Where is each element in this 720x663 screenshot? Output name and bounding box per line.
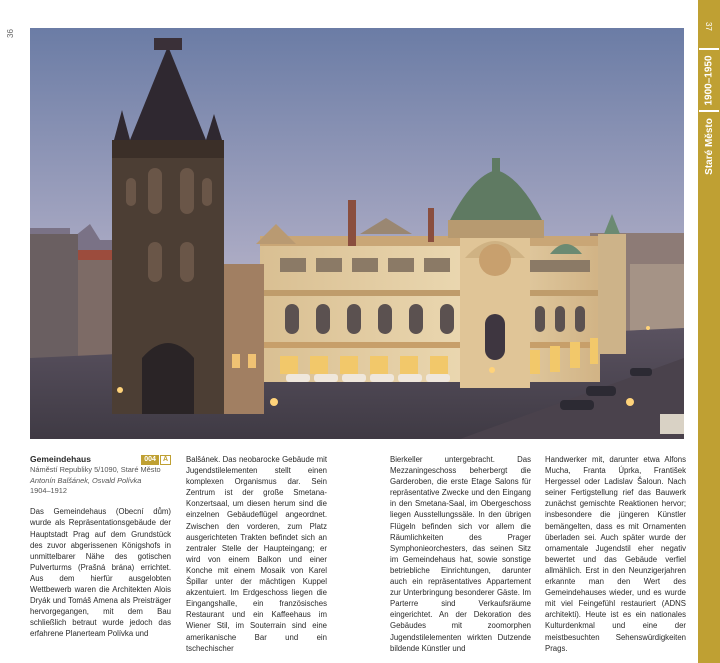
text-column-2: [186, 454, 327, 654]
entry-number: 004: [141, 455, 159, 465]
entry-architects: Antonín Balšánek, Osvald Polívka: [30, 475, 142, 485]
entry-address: Náměstí Republiky 5/1090, Staré Město: [30, 465, 161, 475]
text-column-3: [390, 454, 531, 654]
entry-title: Gemeindehaus: [30, 454, 91, 464]
body-paragraph-1: Das Gemeindehaus (Obecní dům) wurde als Repräsentationsgebäude der Hauptstadt Prag auf dem Grundstück des zuvor abgerissenen Königshofs in unmittelbarer Nähe des gotischen Pulverturms (Prašná brána) errichtet. Aus dem hierfür ausgelobten Wettbewerb waren die Architekten Alois Dryák und Tomáš Amena als Preisträger hervorgegangen, mit dem Bau schließlich betraut wurde jedoch das erfahrene Planerteam Polívka und: [30, 507, 171, 639]
body-paragraph-2: Balšánek. Das neobarocke Gebäude mit Jugendstilelementen stellt einen komplexen Organismus dar. Sein Zentrum ist der große Smetana-Konzertsaal, um diesen herum sind die einzelnen Gebäudeflügel angeordnet. Zwischen den vorderen, zum Platz ausgerichteten Trakten befindet sich an zentraler Stelle der Haupteingang; er wird von einem Balkon und einer Konche mit einem Mosaik von Karel Špillar unter der mächtigen Kuppel akzentuiert. Im Erdgeschoss liegen die Eingangshalle, ein französisches Restaurant und ein Kaffeehaus im Wiener Stil, im Souterrain sind eine amerikanische Bar und ein tschechischer: [186, 455, 327, 653]
entry-heading: [30, 454, 171, 465]
map-grid-ref: A: [160, 455, 171, 465]
text-column-4: [545, 454, 686, 654]
tab-divider: [699, 48, 719, 50]
entry-years: 1904–1912: [30, 485, 67, 495]
tab-years: 1900–1950: [703, 54, 715, 106]
section-tab: [698, 0, 720, 663]
tab-divider: [699, 110, 719, 112]
text-column-1: [30, 454, 171, 639]
page-number-left: 36: [6, 29, 15, 38]
page-number-right: 37: [703, 22, 713, 31]
entry-badge: [141, 455, 171, 465]
body-paragraph-3: Bierkeller untergebracht. Das Mezzaningeschoss beherbergt die Garderoben, die erste Etage Salons für repräsentative Zwecke und den Eingang in den Smetana-Saal, im Obergeschoss liegen Ausstellungssäle. In den übrigen Flügeln befinden sich vor allem die Räumlichkeiten des Prager Symphonieorchesters, das seinen Sitz im Gemeindehaus hat, sowie sonstige betriebliche Einrichtungen, darunter auch ein repräsentatives Appartement zur Unterbringung besonderer Gäste. Im Parterre sind Verkaufsräume eingerichtet. An der Dekoration des Gebäudes mit zoomorphen Jugendstilelementen wirkten Dutzende bildende Künstler und: [390, 455, 531, 653]
municipal-house-photo: [30, 28, 684, 439]
tab-district: Staré Město: [703, 117, 715, 175]
body-paragraph-4: Handwerker mit, darunter etwa Alfons Mucha, Franta Úprka, František Hergessel oder Ladislav Šaloun. Nach seiner Fertigstellung rief das Bauwerk zunächst gemischte Reaktionen hervor; insbesondere die jüngeren Künstler bemängelten, dass es mit Ornamenten überladen sei. Auch später wurde der ornamentale Jugendstil eher negativ bewertet und das Gebäude verfiel allmählich. Erst in den Neunzigerjahren erkannte man den Wert des Gemeindehauses wieder, und es wurde mit viel Feingefühl restauriert (ADNS architekti). Heute ist es ein nationales Kulturdenkmal und eine der meistbesuchten Sehenswürdigkeiten Prags.: [545, 455, 686, 653]
